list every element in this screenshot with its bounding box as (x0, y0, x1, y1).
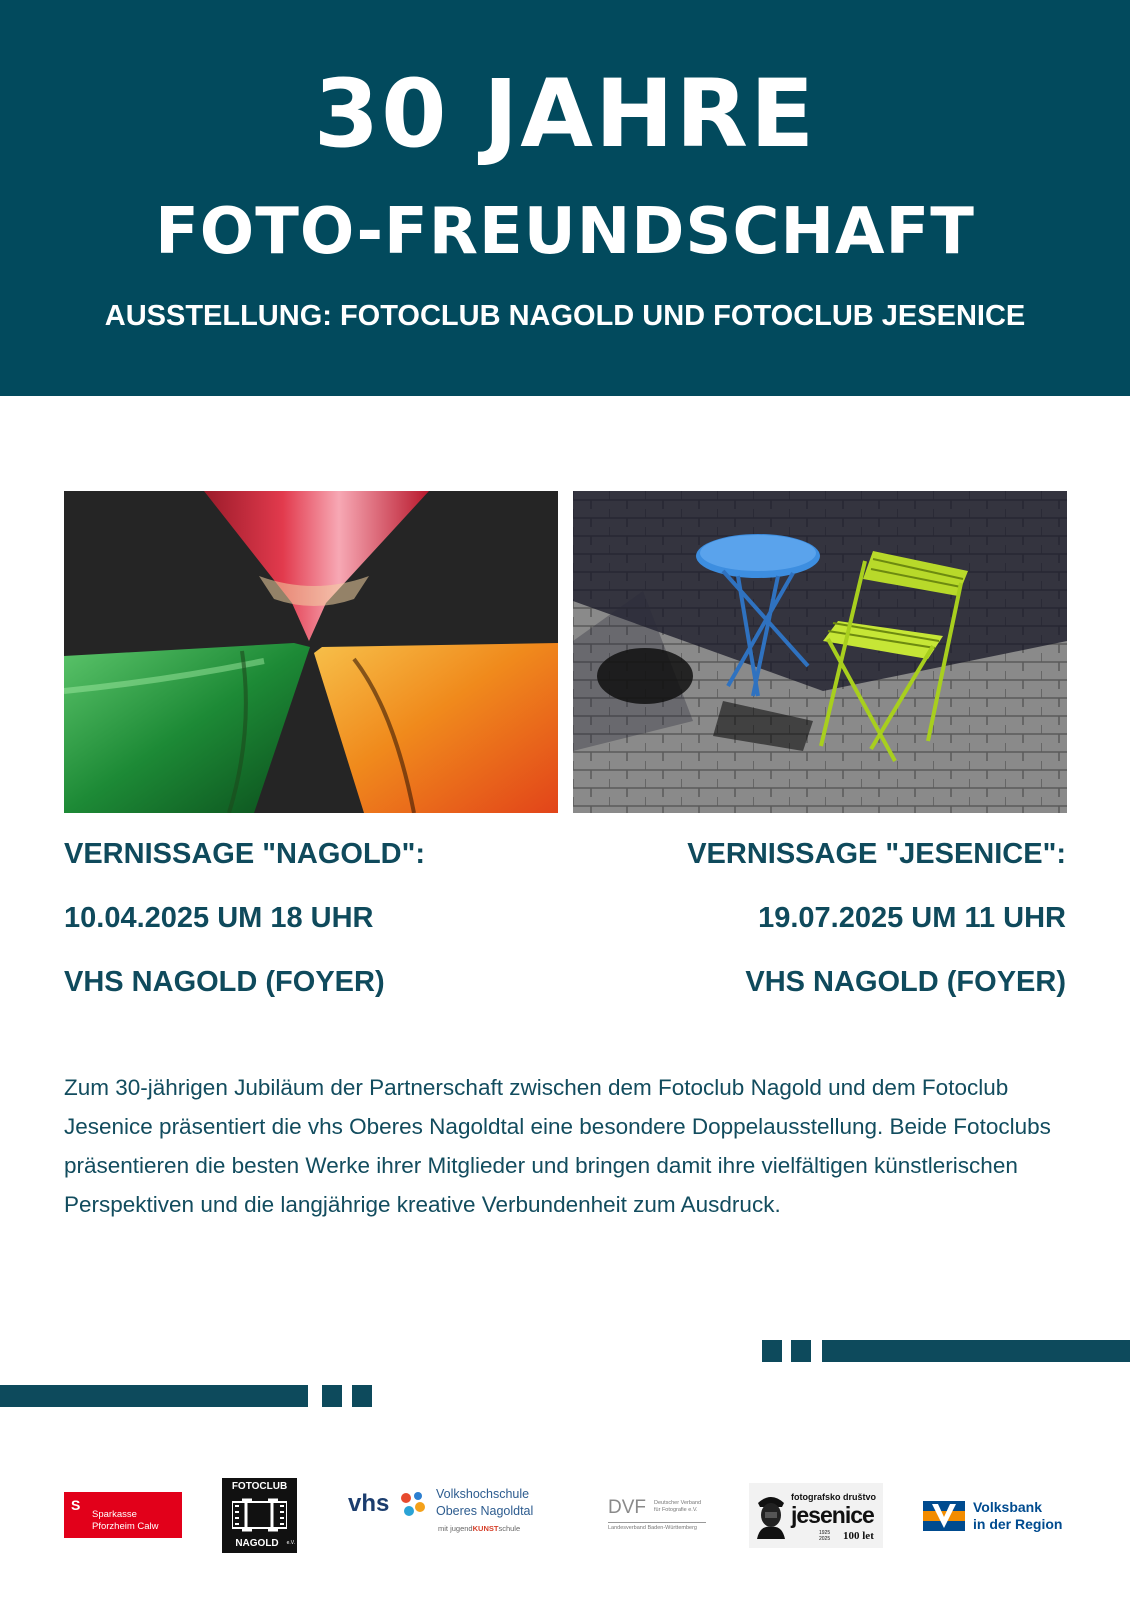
dvf-line3: Landesverband Baden-Württemberg (608, 1525, 697, 1531)
vhs-dots-icon (398, 1490, 428, 1520)
vhs-sub-prefix: mit jugend (438, 1524, 473, 1533)
sparkasse-region: Pforzheim Calw (92, 1521, 159, 1532)
decor-square (791, 1340, 811, 1362)
vernissage-nagold-date: 10.04.2025 UM 18 UHR (64, 902, 374, 934)
dvf-divider (608, 1522, 706, 1523)
decor-bar-left (0, 1385, 308, 1407)
title-line2: FOTO-FREUNDSCHAFT (155, 195, 975, 269)
vernissage-jesenice (566, 834, 1066, 1026)
vhs-logo (348, 1487, 563, 1542)
vernissage-nagold (64, 834, 564, 1026)
title-line1: 30 JAHRE (313, 60, 817, 169)
fotoclub-logo-suffix: e.V. (286, 1540, 295, 1546)
jesenice-line2: jesenice (791, 1502, 874, 1528)
decor-square (322, 1385, 342, 1407)
exhibition-description: Zum 30-jährigen Jubiläum der Partnerschaft zwischen dem Fotoclub Nagold und dem Fotoclub Jesenice präsentiert die vhs Oberes Nagoldtal eine besondere Doppelausstellung. Beide Fotoclubs präsentieren die besten Werke ihrer Mitglieder und bringen damit ihre vielfältigen künstlerischen Perspektiven und die langjährige kreative Verbundenheit zum Ausdruck. (64, 1075, 1051, 1217)
jesenice-years: 1925 2025 (819, 1530, 831, 1542)
decor-square (762, 1340, 782, 1362)
header-banner (0, 0, 1130, 396)
photo-colored-tubes (64, 491, 558, 813)
vernissage-jesenice-location: VHS NAGOLD (FOYER) (745, 966, 1066, 998)
vhs-sub-kunst: KUNST (472, 1524, 499, 1533)
vernissage-jesenice-title: VERNISSAGE "JESENICE": (687, 838, 1066, 870)
vhs-sub-suffix: schule (498, 1524, 521, 1533)
vernissage-jesenice-date: 19.07.2025 UM 11 UHR (758, 902, 1066, 934)
decor-square (352, 1385, 372, 1407)
volksbank-line1: Volksbank (973, 1499, 1042, 1515)
jesenice-logo (749, 1483, 883, 1548)
dvf-line2: für Fotografie e.V. (654, 1507, 698, 1513)
exhibition-subtitle: AUSSTELLUNG: FOTOCLUB NAGOLD UND FOTOCLUB JESENICE (104, 300, 1026, 332)
sparkasse-name: Sparkasse (92, 1509, 137, 1520)
vhs-subline (438, 1524, 520, 1534)
vhs-line2: Oberes Nagoldtal (436, 1504, 534, 1518)
fotoclub-nagold-logo (222, 1478, 297, 1553)
jesenice-line1: fotografsko društvo (791, 1492, 877, 1502)
volksbank-v-icon (923, 1501, 965, 1531)
sparkasse-s-icon: S (71, 1497, 81, 1513)
decor-bar-right (822, 1340, 1130, 1362)
fotoclub-logo-bottom: NAGOLD (235, 1538, 279, 1549)
photographer-portrait-icon (754, 1491, 788, 1539)
vhs-brand: vhs (348, 1490, 390, 1517)
film-strip-icon (232, 1496, 287, 1534)
dvf-brand: DVF (608, 1497, 646, 1518)
dvf-logo (608, 1497, 718, 1537)
dvf-line1: Deutscher Verband (654, 1500, 702, 1506)
vhs-line1: Volkshochschule (436, 1487, 530, 1501)
fotoclub-logo-top: FOTOCLUB (231, 1481, 288, 1492)
photo-table-and-chair (573, 491, 1067, 813)
volksbank-line2: in der Region (973, 1516, 1063, 1532)
jesenice-anniversary: 100 let (843, 1530, 874, 1542)
volksbank-logo (923, 1499, 1073, 1535)
vernissage-nagold-location: VHS NAGOLD (FOYER) (64, 966, 385, 998)
vernissage-nagold-title: VERNISSAGE "NAGOLD": (64, 838, 426, 870)
sparkasse-logo (64, 1492, 182, 1538)
